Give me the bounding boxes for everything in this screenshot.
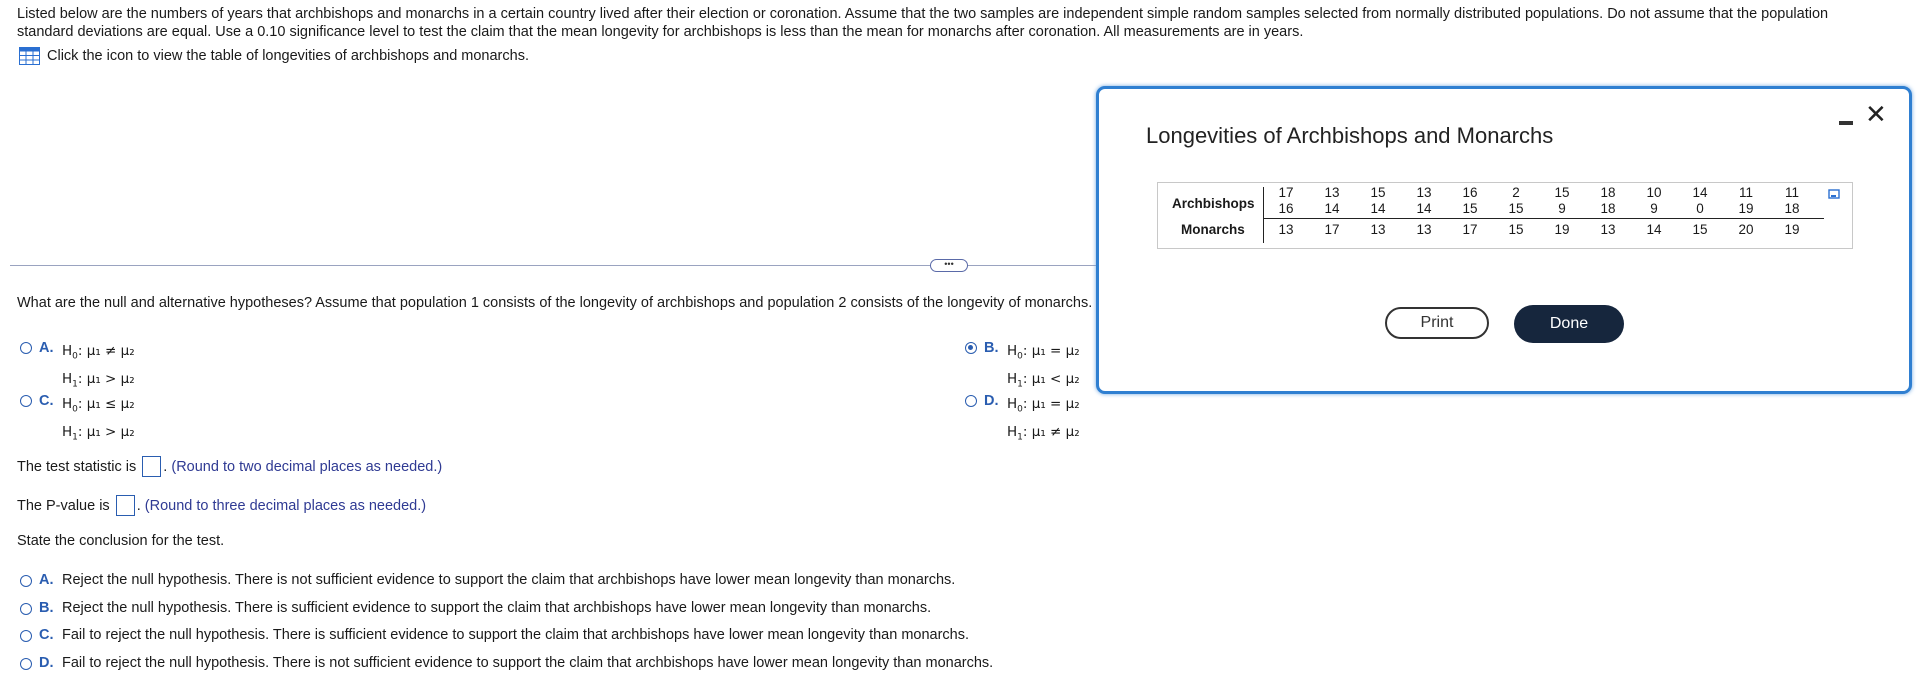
table-cell: 15 (1508, 201, 1524, 216)
radio-d[interactable] (965, 395, 977, 407)
table-cell: 11 (1784, 185, 1799, 200)
table-cell: 19 (1784, 222, 1800, 237)
table-cell: 13 (1600, 222, 1616, 237)
table-cell: 0 (1696, 201, 1704, 216)
table-cell: 13 (1324, 185, 1340, 200)
table-cell: 19 (1738, 201, 1754, 216)
table-cell: 9 (1558, 201, 1566, 216)
table-cell: 9 (1650, 201, 1658, 216)
table-cell: 15 (1508, 222, 1524, 237)
row-label-archbishops: Archbishops (1172, 196, 1255, 211)
table-cell: 18 (1784, 201, 1800, 216)
table-cell: 13 (1370, 222, 1386, 237)
table-cell: 15 (1692, 222, 1708, 237)
test-statistic-input[interactable] (142, 456, 161, 477)
hypothesis-c-text: $H_0$: μ₁ ≤ μ₂ $H_1$: μ₁ > μ₂ (62, 396, 135, 443)
table-cell: 10 (1646, 185, 1662, 200)
table-cell: 16 (1462, 185, 1478, 200)
table-cell: 19 (1554, 222, 1570, 237)
table-cell: 20 (1738, 222, 1754, 237)
resize-handle[interactable]: ••• (930, 259, 968, 272)
dialog-title: Longevities of Archbishops and Monarchs (1146, 123, 1554, 148)
table-icon[interactable] (19, 47, 40, 65)
test-statistic-row: The test statistic is . (Round to two decimal places as needed.) (17, 456, 442, 477)
hypothesis-option-b[interactable]: B. $H_0$: μ₁ = μ₂ $H_1$: μ₁ < μ₂ (965, 340, 1080, 395)
table-cell: 14 (1324, 201, 1340, 216)
longevity-table (1157, 182, 1853, 249)
table-cell: 14 (1692, 185, 1708, 200)
hypothesis-a-text: $H_0$: μ₁ ≠ μ₂ $H_1$: μ₁ > μ₂ (62, 343, 135, 390)
hypotheses-question: What are the null and alternative hypotheses? Assume that population 1 consists of the longevity of archbishops and population 2 consists of the longevity of monarchs. (17, 295, 1093, 311)
archbishops-row-2 (1263, 201, 1815, 216)
table-cell: 13 (1416, 222, 1432, 237)
close-icon[interactable]: ✕ (1865, 99, 1887, 129)
table-cell: 13 (1278, 222, 1294, 237)
table-link-text: Click the icon to view the table of longevities of archbishops and monarchs. (47, 48, 529, 64)
radio-conclusion-d[interactable] (20, 658, 32, 670)
table-cell: 2 (1512, 185, 1520, 200)
conclusion-prompt: State the conclusion for the test. (17, 533, 225, 549)
radio-c[interactable] (20, 395, 32, 407)
hypothesis-b-text: $H_0$: μ₁ = μ₂ $H_1$: μ₁ < μ₂ (1007, 343, 1080, 390)
hypothesis-option-d[interactable]: D. $H_0$: μ₁ = μ₂ $H_1$: μ₁ ≠ μ₂ (965, 393, 1080, 448)
print-button[interactable]: Print (1385, 307, 1489, 339)
conclusion-option-d[interactable]: D. Fail to reject the null hypothesis. There is not sufficient evidence to support the claim that archbishops have lower mean longevity than monarchs. (20, 655, 993, 671)
conclusion-option-b[interactable]: B. Reject the null hypothesis. There is sufficient evidence to support the claim that archbishops have lower mean longevity than monarchs. (20, 600, 931, 616)
radio-a[interactable] (20, 342, 32, 354)
radio-conclusion-a[interactable] (20, 575, 32, 587)
row-label-monarchs: Monarchs (1181, 222, 1245, 237)
table-cell: 15 (1554, 185, 1570, 200)
table-cell: 17 (1278, 185, 1294, 200)
minimize-icon[interactable] (1839, 121, 1853, 125)
p-value-row: The P-value is . (Round to three decimal places as needed.) (17, 495, 426, 516)
copy-icon[interactable] (1828, 189, 1841, 200)
longevities-dialog (1096, 86, 1912, 394)
done-button[interactable]: Done (1514, 305, 1624, 343)
table-cell: 14 (1646, 222, 1662, 237)
conclusion-option-c[interactable]: C. Fail to reject the null hypothesis. There is sufficient evidence to support the claim that archbishops have lower mean longevity than monarchs. (20, 627, 969, 643)
p-value-input[interactable] (116, 495, 135, 516)
table-cell: 18 (1600, 201, 1616, 216)
radio-conclusion-c[interactable] (20, 630, 32, 642)
table-cell: 14 (1416, 201, 1432, 216)
table-cell: 15 (1370, 185, 1386, 200)
table-cell: 15 (1462, 201, 1478, 216)
radio-conclusion-b[interactable] (20, 603, 32, 615)
table-cell: 17 (1324, 222, 1340, 237)
table-cell: 13 (1416, 185, 1432, 200)
monarchs-row (1263, 222, 1815, 237)
table-cell: 17 (1462, 222, 1478, 237)
hypothesis-option-a[interactable]: A. $H_0$: μ₁ ≠ μ₂ $H_1$: μ₁ > μ₂ (20, 340, 135, 395)
table-link-row (19, 47, 529, 65)
table-cell: 16 (1278, 201, 1294, 216)
table-horizontal-rule (1264, 218, 1824, 219)
hypothesis-d-text: $H_0$: μ₁ = μ₂ $H_1$: μ₁ ≠ μ₂ (1007, 396, 1080, 443)
table-cell: 11 (1738, 185, 1753, 200)
problem-statement: Listed below are the numbers of years that archbishops and monarchs in a certain country lived after their election or coronation. Assume that the two samples are independent simple random samples selected from normally distributed populations. Do not assume that the population standard deviations are equal. Use a 0.10 significance level to test the claim that the mean longevity for archbishops is less than the mean for monarchs after coronation. All measurements are in years. (17, 6, 1829, 40)
radio-b-selected[interactable] (965, 342, 977, 354)
table-cell: 18 (1600, 185, 1616, 200)
table-cell: 14 (1370, 201, 1386, 216)
conclusion-option-a[interactable]: A. Reject the null hypothesis. There is not sufficient evidence to support the claim that archbishops have lower mean longevity than monarchs. (20, 572, 955, 588)
archbishops-row-1 (1263, 185, 1815, 200)
hypothesis-option-c[interactable]: C. $H_0$: μ₁ ≤ μ₂ $H_1$: μ₁ > μ₂ (20, 393, 135, 448)
